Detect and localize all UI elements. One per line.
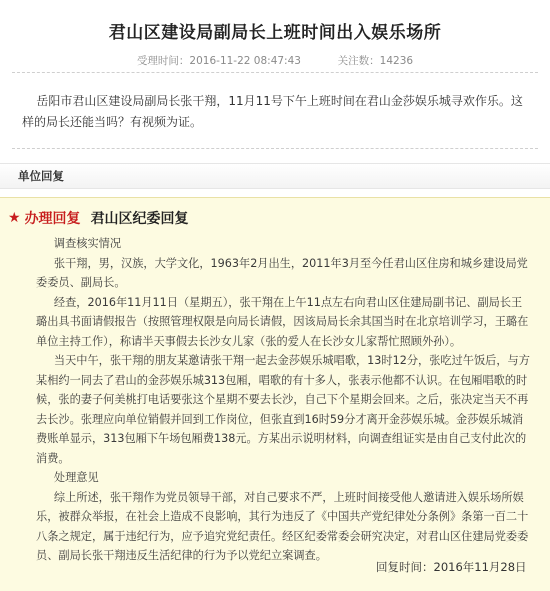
reply-paragraph: 张干翔，男，汉族，大学文化，1963年2月出生，2011年3月至今任君山区住房和城乡建设局党委委员、副局长。 xyxy=(36,256,528,289)
star-icon: ★ xyxy=(8,210,21,226)
reply-badge: 办理回复 xyxy=(24,211,81,227)
divider xyxy=(12,72,538,73)
unit-reply-bar xyxy=(0,163,550,189)
reply-paragraph: 综上所述，张干翔作为党员领导干部，对自己要求不严，上班时间接受他人邀请进入娱乐场所娱乐，被群众举报，在社会上造成不良影响，其行为违反了《中国共产党纪律处分条例》条第一百二十八条之规定，属于违纪行为，应予追究党纪责任。经区纪委常委会研究决定，对君山区住建局党委委员、副局长张干翔违反生活纪律的行为予以党纪立案调查。 xyxy=(36,490,529,562)
divider xyxy=(12,148,538,149)
view-count: 关注数：14236 xyxy=(337,55,414,67)
question-text: 岳阳市君山区建设局副局长张干翔，11月11号下午上班时间在君山金莎娱乐城寻欢作乐。这样的局长还能当吗？有视频为证。 xyxy=(22,94,523,129)
reply-header xyxy=(8,208,189,228)
unit-reply-label: 单位回复 xyxy=(18,169,64,183)
reply-unit: 君山区纪委回复 xyxy=(90,211,189,227)
reply-section-heading: 处理意见 xyxy=(53,471,99,484)
accept-time: 受理时间：2016-11-22 08:47:43 xyxy=(136,55,301,67)
reply-paragraph: 当天中午，张干翔的朋友某邀请张干翔一起去金莎娱乐城唱歌，13时12分，张吃过午饭后，与方某相约一同去了君山的金莎娱乐城313包厢，唱歌的有十多人，张表示他都不认识。在包厢唱歌的时候，张的妻子何美桃打电话要张这个星期不要去长沙，自己下个星期会回来。之后，张决定当天不再去长沙。张理应向单位销假并回到工作岗位，但张直到16时59分才离开金莎娱乐城。金莎娱乐城消费账单显示，313包厢下午场包厢费138元。方某出示说明材料，向调查组证实是由自己支付此次的消费。 xyxy=(36,354,530,465)
reply-section-heading: 调查核实情况 xyxy=(53,237,122,250)
reply-time: 回复时间：2016年11月28日 xyxy=(376,560,527,574)
meta-info xyxy=(0,53,550,68)
reply-body xyxy=(36,234,530,566)
page-title: 君山区建设局副局长上班时间出入娱乐场所 xyxy=(108,23,442,43)
reply-paragraph: 经查，2016年11月11日（星期五），张干翔在上午11点左右向君山区住建局副书记、副局长王璐出具书面请假报告（按照管理权限是向局长请假，因该局局长余其国当时在北京培训学习，王璐在单位主持工作），称请半天事假去长沙女儿家（张的爱人在长沙女儿家帮忙照顾外孙）。 xyxy=(36,295,529,348)
